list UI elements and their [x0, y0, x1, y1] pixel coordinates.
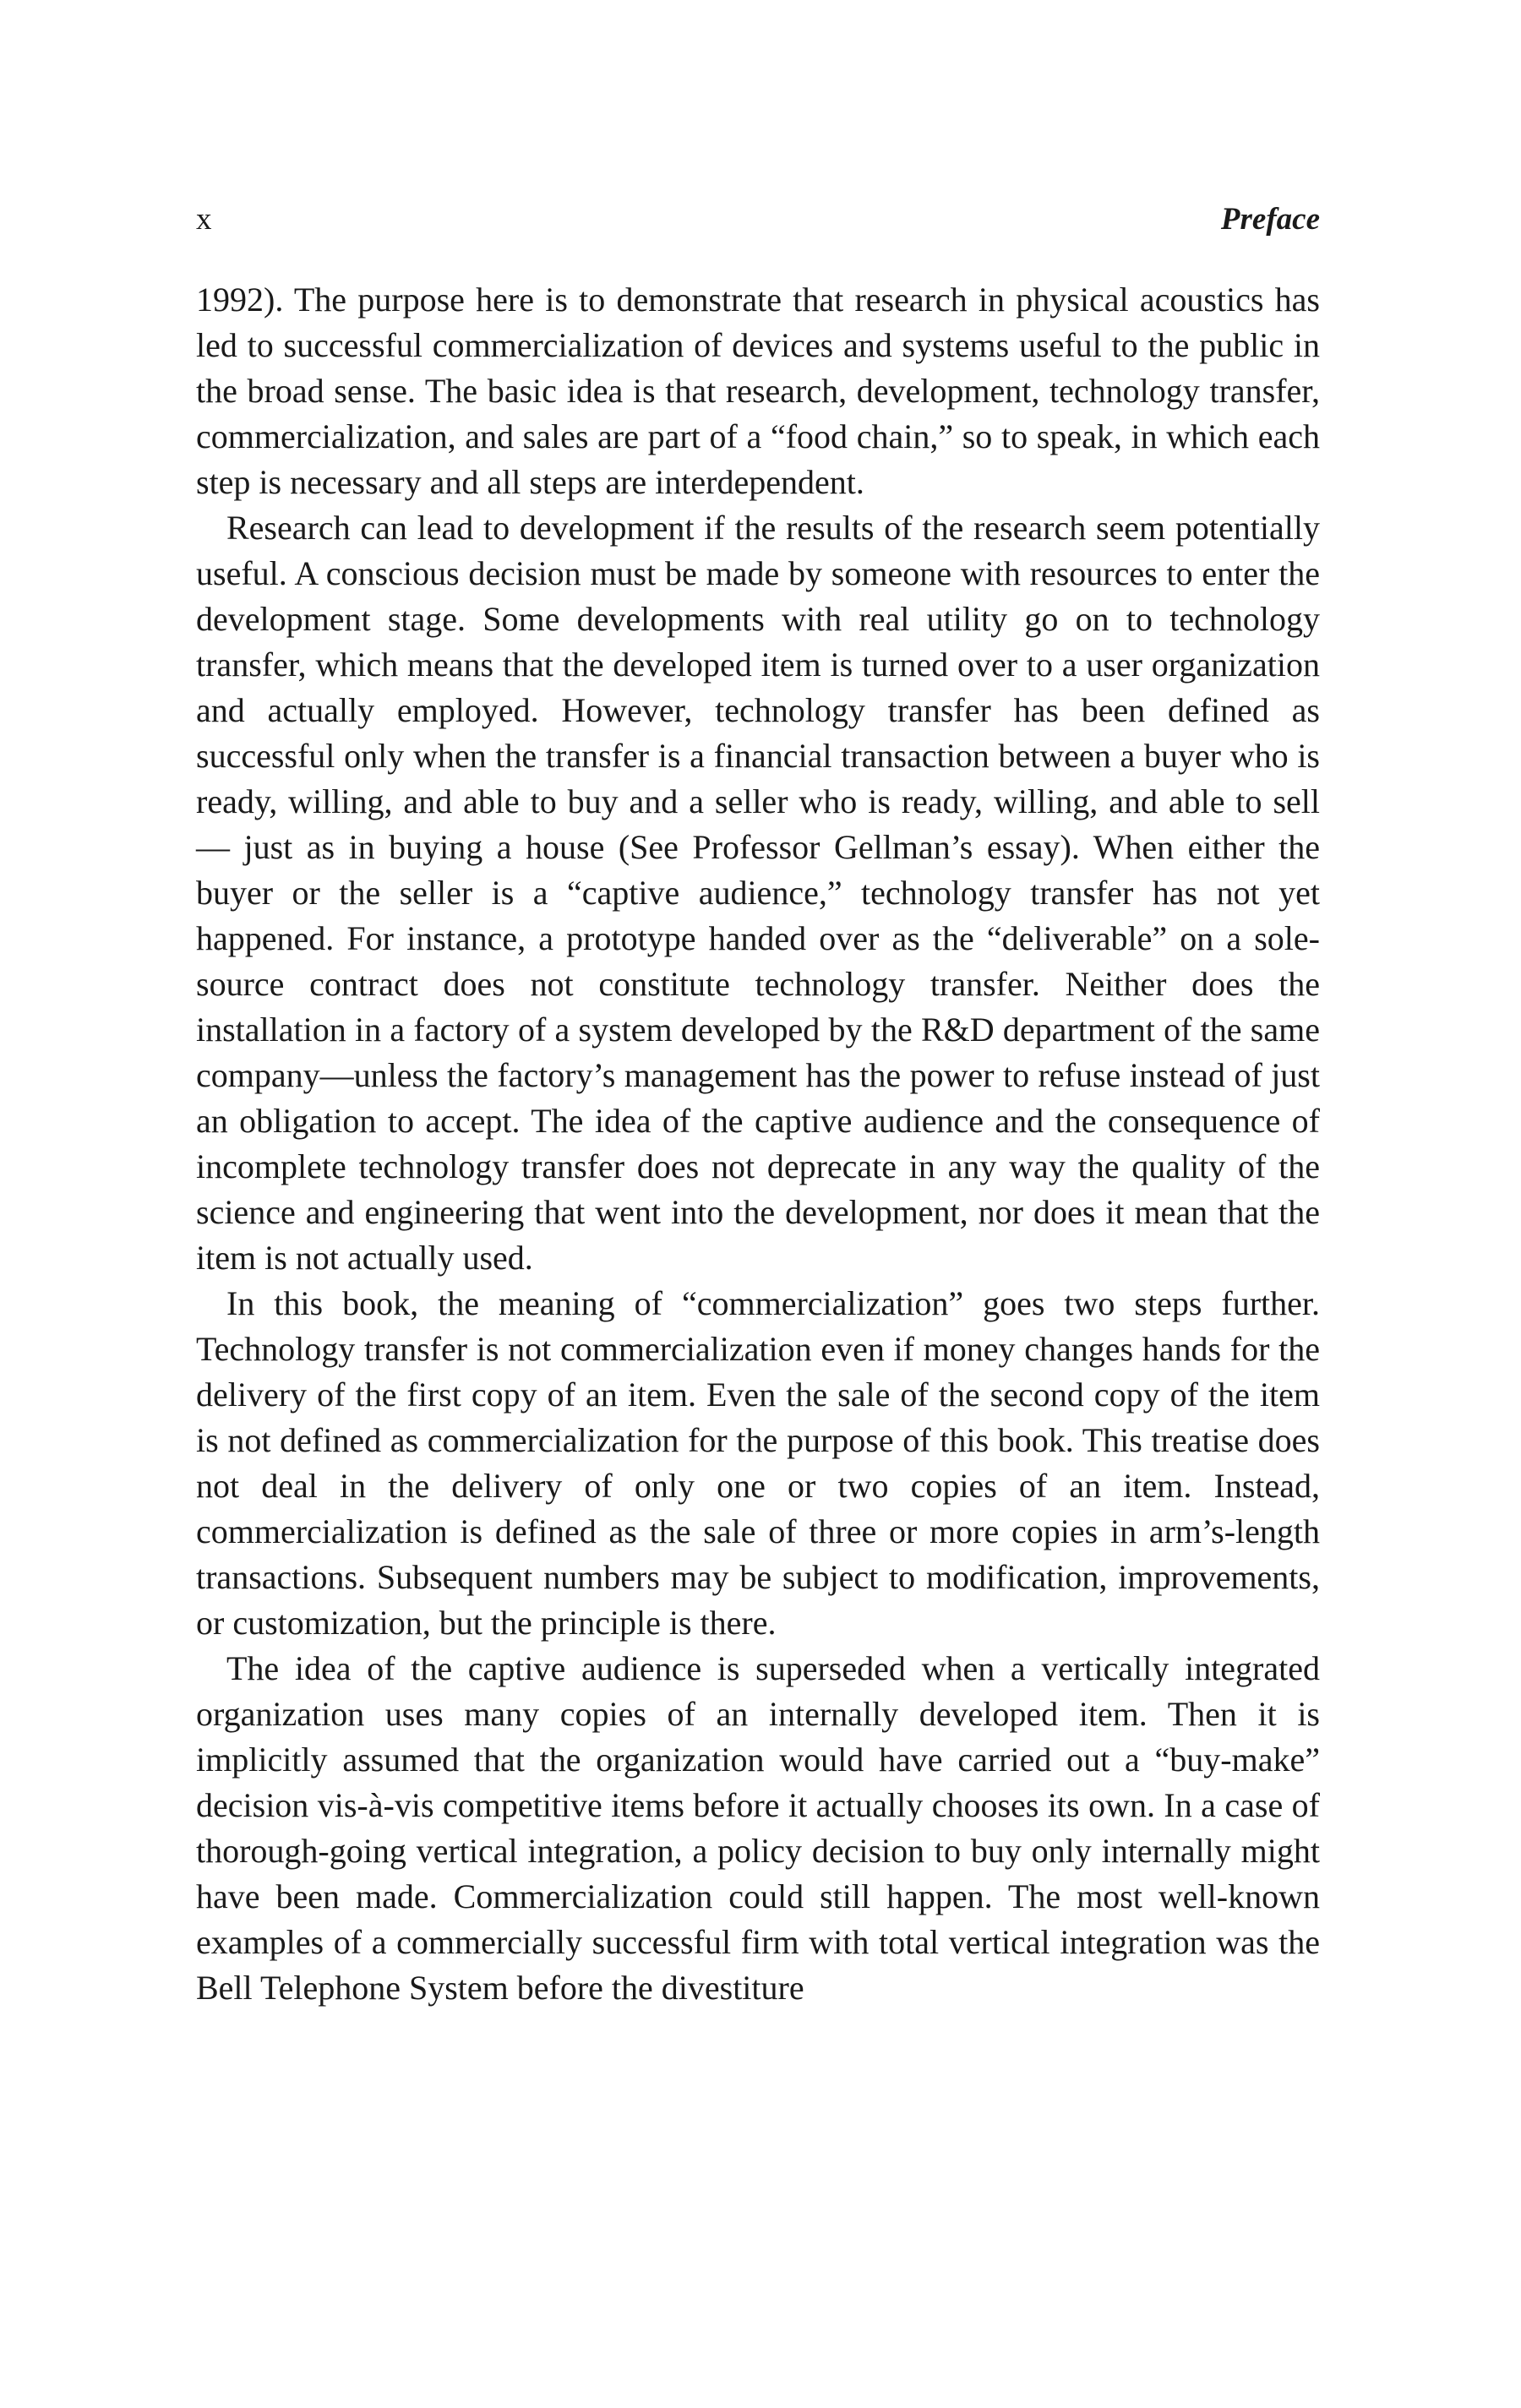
- paragraph-continuation: 1992). The purpose here is to demonstrate that research in physical acoustics has led to successful commercialization of devices and systems useful to the public in the broad sense. The basic idea is that research, development, technology transfer, commercialization, and sales are part of a “food chain,” so to speak, in which each step is necessary and all steps are interdependent.: [196, 281, 1320, 501]
- body-text: [196, 277, 1320, 2011]
- page-number: x: [196, 202, 213, 237]
- paragraph-research-development: Research can lead to development if the results of the research seem potentially useful. A conscious decision must be made by someone with resources to enter the development stage. Some developments with real utility go on to technology transfer, which means that the developed item is turned over to a user organization and actually employed. However, technology transfer has been defined as successful only when the transfer is a financial transaction between a buyer who is ready, willing, and able to buy and a seller who is ready, willing, and able to sell — just as in buying a house (See Professor Gellman’s essay). When either the buyer or the seller is a “captive audience,” technology transfer has not yet happened. For instance, a prototype handed over as the “deliverable” on a sole-source contract does not constitute technology transfer. Neither does the installation in a factory of a system developed by the R&D department of the same company—unless the factory’s management has the power to refuse instead of just an obligation to accept. The idea of the captive audience and the consequence of incomplete technology transfer does not deprecate in any way the quality of the science and engineering that went into the development, nor does it mean that the item is not actually used.: [196, 509, 1320, 1277]
- running-head: [196, 196, 1320, 243]
- running-title: Preface: [1220, 202, 1320, 237]
- paragraph-captive-audience: The idea of the captive audience is superseded when a vertically integrated organization uses many copies of an internally developed item. Then it is implicitly assumed that the organization would have carried out a “buy-make” decision vis-à-vis competitive items before it actually chooses its own. In a case of thorough-going vertical integration, a policy decision to buy only internally might have been made. Commercialization could still happen. The most well-known examples of a commercially successful firm with total vertical integration was the Bell Telephone System before the divestiture: [196, 1649, 1320, 2007]
- paragraph-commercialization-definition: In this book, the meaning of “commercialization” goes two steps further. Technology transfer is not commercialization even if money changes hands for the delivery of the first copy of an item. Even the sale of the second copy of the item is not defined as commercialization for the purpose of this book. This treatise does not deal in the delivery of only one or two copies of an item. Instead, commercialization is defined as the sale of three or more copies in arm’s-length transactions. Subsequent numbers may be subject to modification, improvements, or customization, but the principle is there.: [196, 1284, 1320, 1642]
